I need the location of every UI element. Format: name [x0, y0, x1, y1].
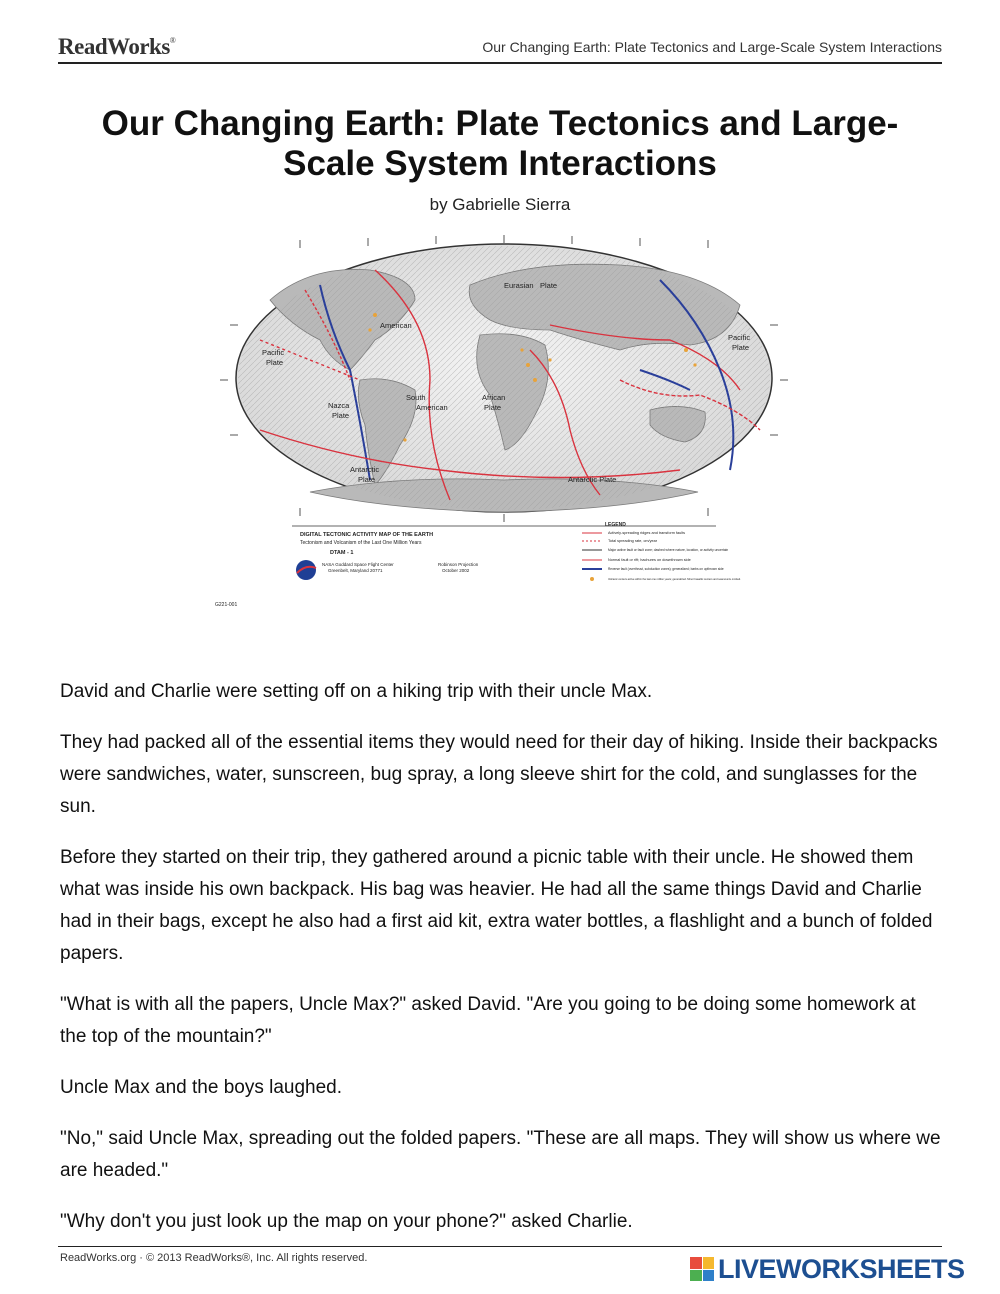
map-label-pacific-left-plate: Plate	[266, 358, 284, 367]
map-label-american: American	[380, 321, 412, 330]
liveworksheets-icon	[690, 1257, 714, 1281]
paragraph: David and Charlie were setting off on a hiking trip with their uncle Max.	[60, 681, 653, 702]
map-label-south: South	[406, 393, 426, 402]
nasa-logo	[296, 560, 316, 580]
map-label-pacific-left: Pacific	[262, 348, 285, 357]
caption-agency: NASA Goddard Space Flight Center	[322, 562, 394, 567]
legend-item-5: Reverse fault (overthrust, subduction zones); generalized; barbs on upthrown side	[608, 567, 724, 571]
map-label-african: African	[482, 393, 506, 402]
map-label-antarctic-left: Antarctic	[350, 465, 380, 474]
paragraph: "What is with all the papers, Uncle Max?" asked David. "Are you going to be doing some homework at the top of the mountain?"	[60, 994, 916, 1047]
legend-title: LEGEND	[605, 522, 626, 528]
map-label-antarctic-left-plate: Plate	[358, 475, 376, 484]
paragraph: They had packed all of the essential items they would need for their day of hiking. Inside their backpacks were sandwiches, water, sunscreen, bug spray, a long sleeve shirt for the cold, and sunglasses for the sun.	[60, 732, 938, 817]
paragraph: "Why don't you just look up the map on your phone?" asked Charlie.	[60, 1211, 633, 1232]
page-header	[58, 30, 942, 64]
running-title: Our Changing Earth: Plate Tectonics and Large-Scale System Interactions	[482, 39, 942, 55]
liveworksheets-wordmark: LIVEWORKSHEETS	[718, 1253, 965, 1284]
title-line-2: Scale System Interactions	[283, 144, 717, 183]
caption-subtitle: Tectonism and Volcanism of the Last One Million Years	[300, 540, 422, 546]
legend-item-3: Major active fault or fault zone; dashed where nature, location, or activity uncertain	[608, 548, 729, 552]
map-label-african-plate: Plate	[484, 403, 502, 412]
caption-title: DIGITAL TECTONIC ACTIVITY MAP OF THE EARTH	[300, 532, 434, 538]
paragraph: "No," said Uncle Max, spreading out the folded papers. "These are all maps. They will show us where we are headed."	[60, 1128, 941, 1181]
caption-date: October 2002	[442, 568, 470, 573]
legend-item-6: Volcanic centers active within the last one million years; generalized. Minor basaltic centers and seamounts omitted.	[608, 578, 741, 581]
article-title	[60, 104, 940, 184]
map-label-eurasian-plate: Plate	[540, 281, 558, 290]
byline: by Gabrielle Sierra	[429, 195, 571, 214]
legend-item-4: Normal fault or rift; hachures on downthrown side	[608, 558, 691, 562]
map-label-antarctic-right: Antarctic Plate	[568, 475, 617, 484]
footer-divider	[58, 1246, 942, 1247]
tectonic-map	[200, 230, 800, 620]
readworks-logo: ReadWorks®	[58, 34, 176, 59]
caption-projection: Robinson Projection	[438, 562, 479, 567]
caption-agency-place: Greenbelt, Maryland 20771	[328, 568, 383, 573]
title-line-1: Our Changing Earth: Plate Tectonics and Large-	[101, 104, 899, 143]
paragraph: Before they started on their trip, they gathered around a picnic table with their uncle. He showed them what was inside his own backpack. His bag was heavier. He had all the same things David and Charlie had in their bags, except he also had a first aid kit, extra water bottles, a flashlight and a bunch of folded papers.	[60, 847, 933, 964]
figure-id-code: G221-001	[215, 602, 238, 608]
map-label-south-american: American	[416, 403, 448, 412]
tectonic-map-figure	[200, 230, 800, 620]
legend-symbols	[582, 533, 602, 581]
legend-item-1: Actively-spreading ridges and transform faults	[608, 531, 686, 535]
legend-item-2: Total spreading rate, cm/year	[608, 539, 657, 543]
footer-copyright: ReadWorks.org · © 2013 ReadWorks®, Inc. All rights reserved.	[60, 1252, 368, 1264]
map-label-nazca: Nazca	[328, 401, 350, 410]
map-label-pacific-right-plate: Plate	[732, 343, 750, 352]
caption-code: DTAM - 1	[330, 550, 354, 556]
article-body	[60, 676, 944, 1257]
map-label-nazca-plate: Plate	[332, 411, 350, 420]
map-label-pacific-right: Pacific	[728, 333, 751, 342]
liveworksheets-logo[interactable]	[690, 1254, 965, 1284]
map-label-eurasian: Eurasian	[504, 281, 534, 290]
paragraph: Uncle Max and the boys laughed.	[60, 1077, 343, 1098]
